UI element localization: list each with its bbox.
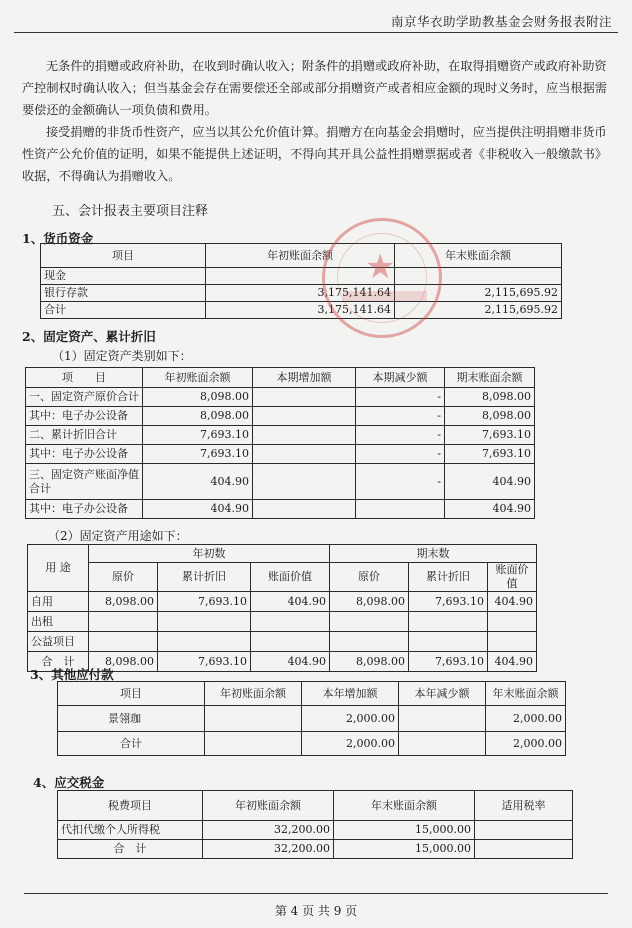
use-cell: 8,098.00 xyxy=(89,592,158,612)
page-number: 第 4 页 共 9 页 xyxy=(274,904,358,918)
tax-cell-rate xyxy=(475,840,573,859)
table-row xyxy=(26,464,535,500)
cash-cell-item: 银行存款 xyxy=(41,285,206,302)
fixed-cell-begin: 404.90 xyxy=(143,464,253,500)
table-row xyxy=(58,732,566,756)
header-rule xyxy=(14,32,618,33)
use-header-begin-book: 账面价值 xyxy=(251,563,330,592)
fixed-cell-sub: - xyxy=(356,445,445,464)
cash-table xyxy=(40,243,562,319)
use-header-end-group: 期末数 xyxy=(330,545,537,563)
tax-cell-rate xyxy=(475,821,573,840)
table-row xyxy=(28,612,537,632)
cash-header-end: 年末账面余额 xyxy=(395,244,562,268)
payable-header-add: 本年增加额 xyxy=(302,682,399,706)
fixed-cell-add xyxy=(253,464,356,500)
cash-cell-end: 2,115,695.92 xyxy=(395,302,562,319)
table-row xyxy=(58,821,573,840)
cash-header-item: 项目 xyxy=(41,244,206,268)
fixed-header-item: 项 目 xyxy=(26,368,143,388)
fixed-cell-item: 二、累计折旧合计 xyxy=(26,426,143,445)
use-cell: 7,693.10 xyxy=(409,652,488,672)
use-header-use: 用 途 xyxy=(28,545,89,592)
table-row xyxy=(58,840,573,859)
paragraph-noncash-donation: 接受捐赠的非货币性资产，应当以其公允价值计算。捐赠方在向基金会捐赠时，应当提供注明捐赠非货币性资产公允价值的证明，如果不能提供上述证明，不得向其开具公益性捐赠票据或者《非税收入一般缴款书》收据，不得确认为捐赠收入。 xyxy=(22,125,607,183)
tax-table xyxy=(57,790,573,859)
tax-cell-end: 15,000.00 xyxy=(334,821,475,840)
fixed-cell-sub: - xyxy=(356,407,445,426)
fixed-cell-item: 三、固定资产账面净值合计 xyxy=(26,464,143,500)
payable-title: 3、其他应付款 xyxy=(30,667,114,682)
use-cell: 8,098.00 xyxy=(330,592,409,612)
payable-table xyxy=(57,681,566,756)
payable-cell-end: 2,000.00 xyxy=(486,732,566,756)
paragraph-donation-recognition: 无条件的捐赠或政府补助，在收到时确认收入；附条件的捐赠或政府补助，在取得捐赠资产或政府补助资产控制权时确认收入；但当基金会存在需要偿还全部或部分捐赠资产或者相应金额的现时义务时，应当根据需要偿还的金额确认一项负债和费用。 xyxy=(22,59,607,117)
use-header-begin-dep: 累计折旧 xyxy=(158,563,251,592)
use-cell xyxy=(330,612,409,632)
fixed-cell-item: 其中：电子办公设备 xyxy=(26,445,143,464)
table-row xyxy=(26,426,535,445)
use-header-end-dep: 累计折旧 xyxy=(409,563,488,592)
payable-cell-begin xyxy=(205,732,302,756)
fixed-table xyxy=(25,367,535,519)
section-title: 五、会计报表主要项目注释 xyxy=(52,204,209,219)
payable-cell-sub xyxy=(399,706,486,732)
cash-cell-item: 合计 xyxy=(41,302,206,319)
use-cell xyxy=(409,612,488,632)
fixed-header-sub: 本期减少额 xyxy=(356,368,445,388)
use-cell: 8,098.00 xyxy=(89,652,158,672)
cash-cell-end: 2,115,695.92 xyxy=(395,285,562,302)
fixed-header-add: 本期增加额 xyxy=(253,368,356,388)
payable-cell-add: 2,000.00 xyxy=(302,706,399,732)
use-cell xyxy=(89,632,158,652)
fixed-cell-end: 404.90 xyxy=(445,500,535,519)
tax-cell-begin: 32,200.00 xyxy=(203,840,334,859)
tax-cell-begin: 32,200.00 xyxy=(203,821,334,840)
use-cell xyxy=(251,612,330,632)
use-cell: 7,693.10 xyxy=(409,592,488,612)
use-header-end-book: 账面价值 xyxy=(488,563,537,592)
payable-header-end: 年末账面余额 xyxy=(486,682,566,706)
fixed-cell-item: 其中：电子办公设备 xyxy=(26,500,143,519)
fixed-cell-end: 404.90 xyxy=(445,464,535,500)
tax-cell-item: 代扣代缴个人所得税 xyxy=(58,821,203,840)
fixed-cell-add xyxy=(253,407,356,426)
fixed-cell-add xyxy=(253,500,356,519)
cash-header-begin: 年初账面余额 xyxy=(206,244,395,268)
table-row xyxy=(26,445,535,464)
fixed-cell-begin: 404.90 xyxy=(143,500,253,519)
fixed-cell-end: 8,098.00 xyxy=(445,407,535,426)
use-cell: 7,693.10 xyxy=(158,652,251,672)
seal-band xyxy=(343,291,427,301)
payable-header-sub: 本年减少额 xyxy=(399,682,486,706)
fixed-cell-sub: - xyxy=(356,388,445,407)
fixed-cell-begin: 8,098.00 xyxy=(143,388,253,407)
use-cell: 404.90 xyxy=(251,652,330,672)
use-cell-item: 合 计 xyxy=(28,652,89,672)
fixed-header-end: 期末账面余额 xyxy=(445,368,535,388)
payable-cell-item: 景翎珈 xyxy=(58,706,205,732)
payable-cell-begin xyxy=(205,706,302,732)
fixed-cell-sub xyxy=(356,500,445,519)
use-cell: 404.90 xyxy=(251,592,330,612)
use-header-end-orig: 原价 xyxy=(330,563,409,592)
use-cell-item: 公益项目 xyxy=(28,632,89,652)
seal-star-icon: ★ xyxy=(365,247,396,287)
use-cell xyxy=(251,632,330,652)
use-cell: 404.90 xyxy=(488,652,537,672)
payable-header-item: 项目 xyxy=(58,682,205,706)
payable-cell-item: 合计 xyxy=(58,732,205,756)
tax-header-begin: 年初账面余额 xyxy=(203,791,334,821)
table-row xyxy=(26,407,535,426)
fixed-cell-end: 7,693.10 xyxy=(445,426,535,445)
payable-header-begin: 年初账面余额 xyxy=(205,682,302,706)
official-seal-icon xyxy=(322,218,442,338)
use-cell xyxy=(488,632,537,652)
fixed-cell-add xyxy=(253,388,356,407)
use-cell: 7,693.10 xyxy=(158,592,251,612)
use-cell-item: 出租 xyxy=(28,612,89,632)
cash-cell-begin: 3,175,141.64 xyxy=(206,285,395,302)
tax-cell-end: 15,000.00 xyxy=(334,840,475,859)
table-row xyxy=(41,285,562,302)
tax-header-item: 税费项目 xyxy=(58,791,203,821)
payable-cell-sub xyxy=(399,732,486,756)
use-cell: 8,098.00 xyxy=(330,652,409,672)
fixed-cell-item: 其中：电子办公设备 xyxy=(26,407,143,426)
fixed-cell-begin: 8,098.00 xyxy=(143,407,253,426)
use-cell: 404.90 xyxy=(488,592,537,612)
use-cell xyxy=(488,612,537,632)
tax-header-rate: 适用税率 xyxy=(475,791,573,821)
cash-title: 1、货币资金 xyxy=(22,231,94,246)
payable-cell-add: 2,000.00 xyxy=(302,732,399,756)
use-cell-item: 自用 xyxy=(28,592,89,612)
use-cell xyxy=(330,632,409,652)
fixed-cell-sub: - xyxy=(356,426,445,445)
use-cell xyxy=(158,632,251,652)
table-row xyxy=(41,268,562,285)
tax-title: 4、应交税金 xyxy=(33,775,105,790)
cash-cell-begin: 3,175,141.64 xyxy=(206,302,395,319)
table-row xyxy=(41,302,562,319)
fixed-cell-begin: 7,693.10 xyxy=(143,445,253,464)
fixed-cell-end: 8,098.00 xyxy=(445,388,535,407)
tax-cell-item: 合 计 xyxy=(58,840,203,859)
fixed-cell-end: 7,693.10 xyxy=(445,445,535,464)
use-header-begin-orig: 原价 xyxy=(89,563,158,592)
table-row xyxy=(28,592,537,612)
use-cell xyxy=(89,612,158,632)
fixed-cell-item: 一、固定资产原价合计 xyxy=(26,388,143,407)
fixed-cell-sub: - xyxy=(356,464,445,500)
tax-header-end: 年末账面余额 xyxy=(334,791,475,821)
use-header-begin-group: 年初数 xyxy=(89,545,330,563)
table-row xyxy=(28,632,537,652)
fixed-header-begin: 年初账面余额 xyxy=(143,368,253,388)
fixed-title: 2、固定资产、累计折旧 xyxy=(22,329,156,344)
header-title: 南京华衣助学助教基金会财务报表附注 xyxy=(390,14,612,29)
fixed-subtitle-2: （2）固定资产用途如下： xyxy=(48,529,188,543)
payable-cell-end: 2,000.00 xyxy=(486,706,566,732)
table-row xyxy=(58,706,566,732)
fixed-cell-add xyxy=(253,426,356,445)
table-row xyxy=(26,388,535,407)
use-cell xyxy=(158,612,251,632)
fixed-cell-add xyxy=(253,445,356,464)
cash-cell-item: 现金 xyxy=(41,268,206,285)
fixed-use-table xyxy=(27,544,537,672)
use-cell xyxy=(409,632,488,652)
table-row xyxy=(26,500,535,519)
fixed-cell-begin: 7,693.10 xyxy=(143,426,253,445)
fixed-subtitle-1: （1）固定资产类别如下： xyxy=(52,349,192,363)
footer-rule xyxy=(24,893,608,894)
